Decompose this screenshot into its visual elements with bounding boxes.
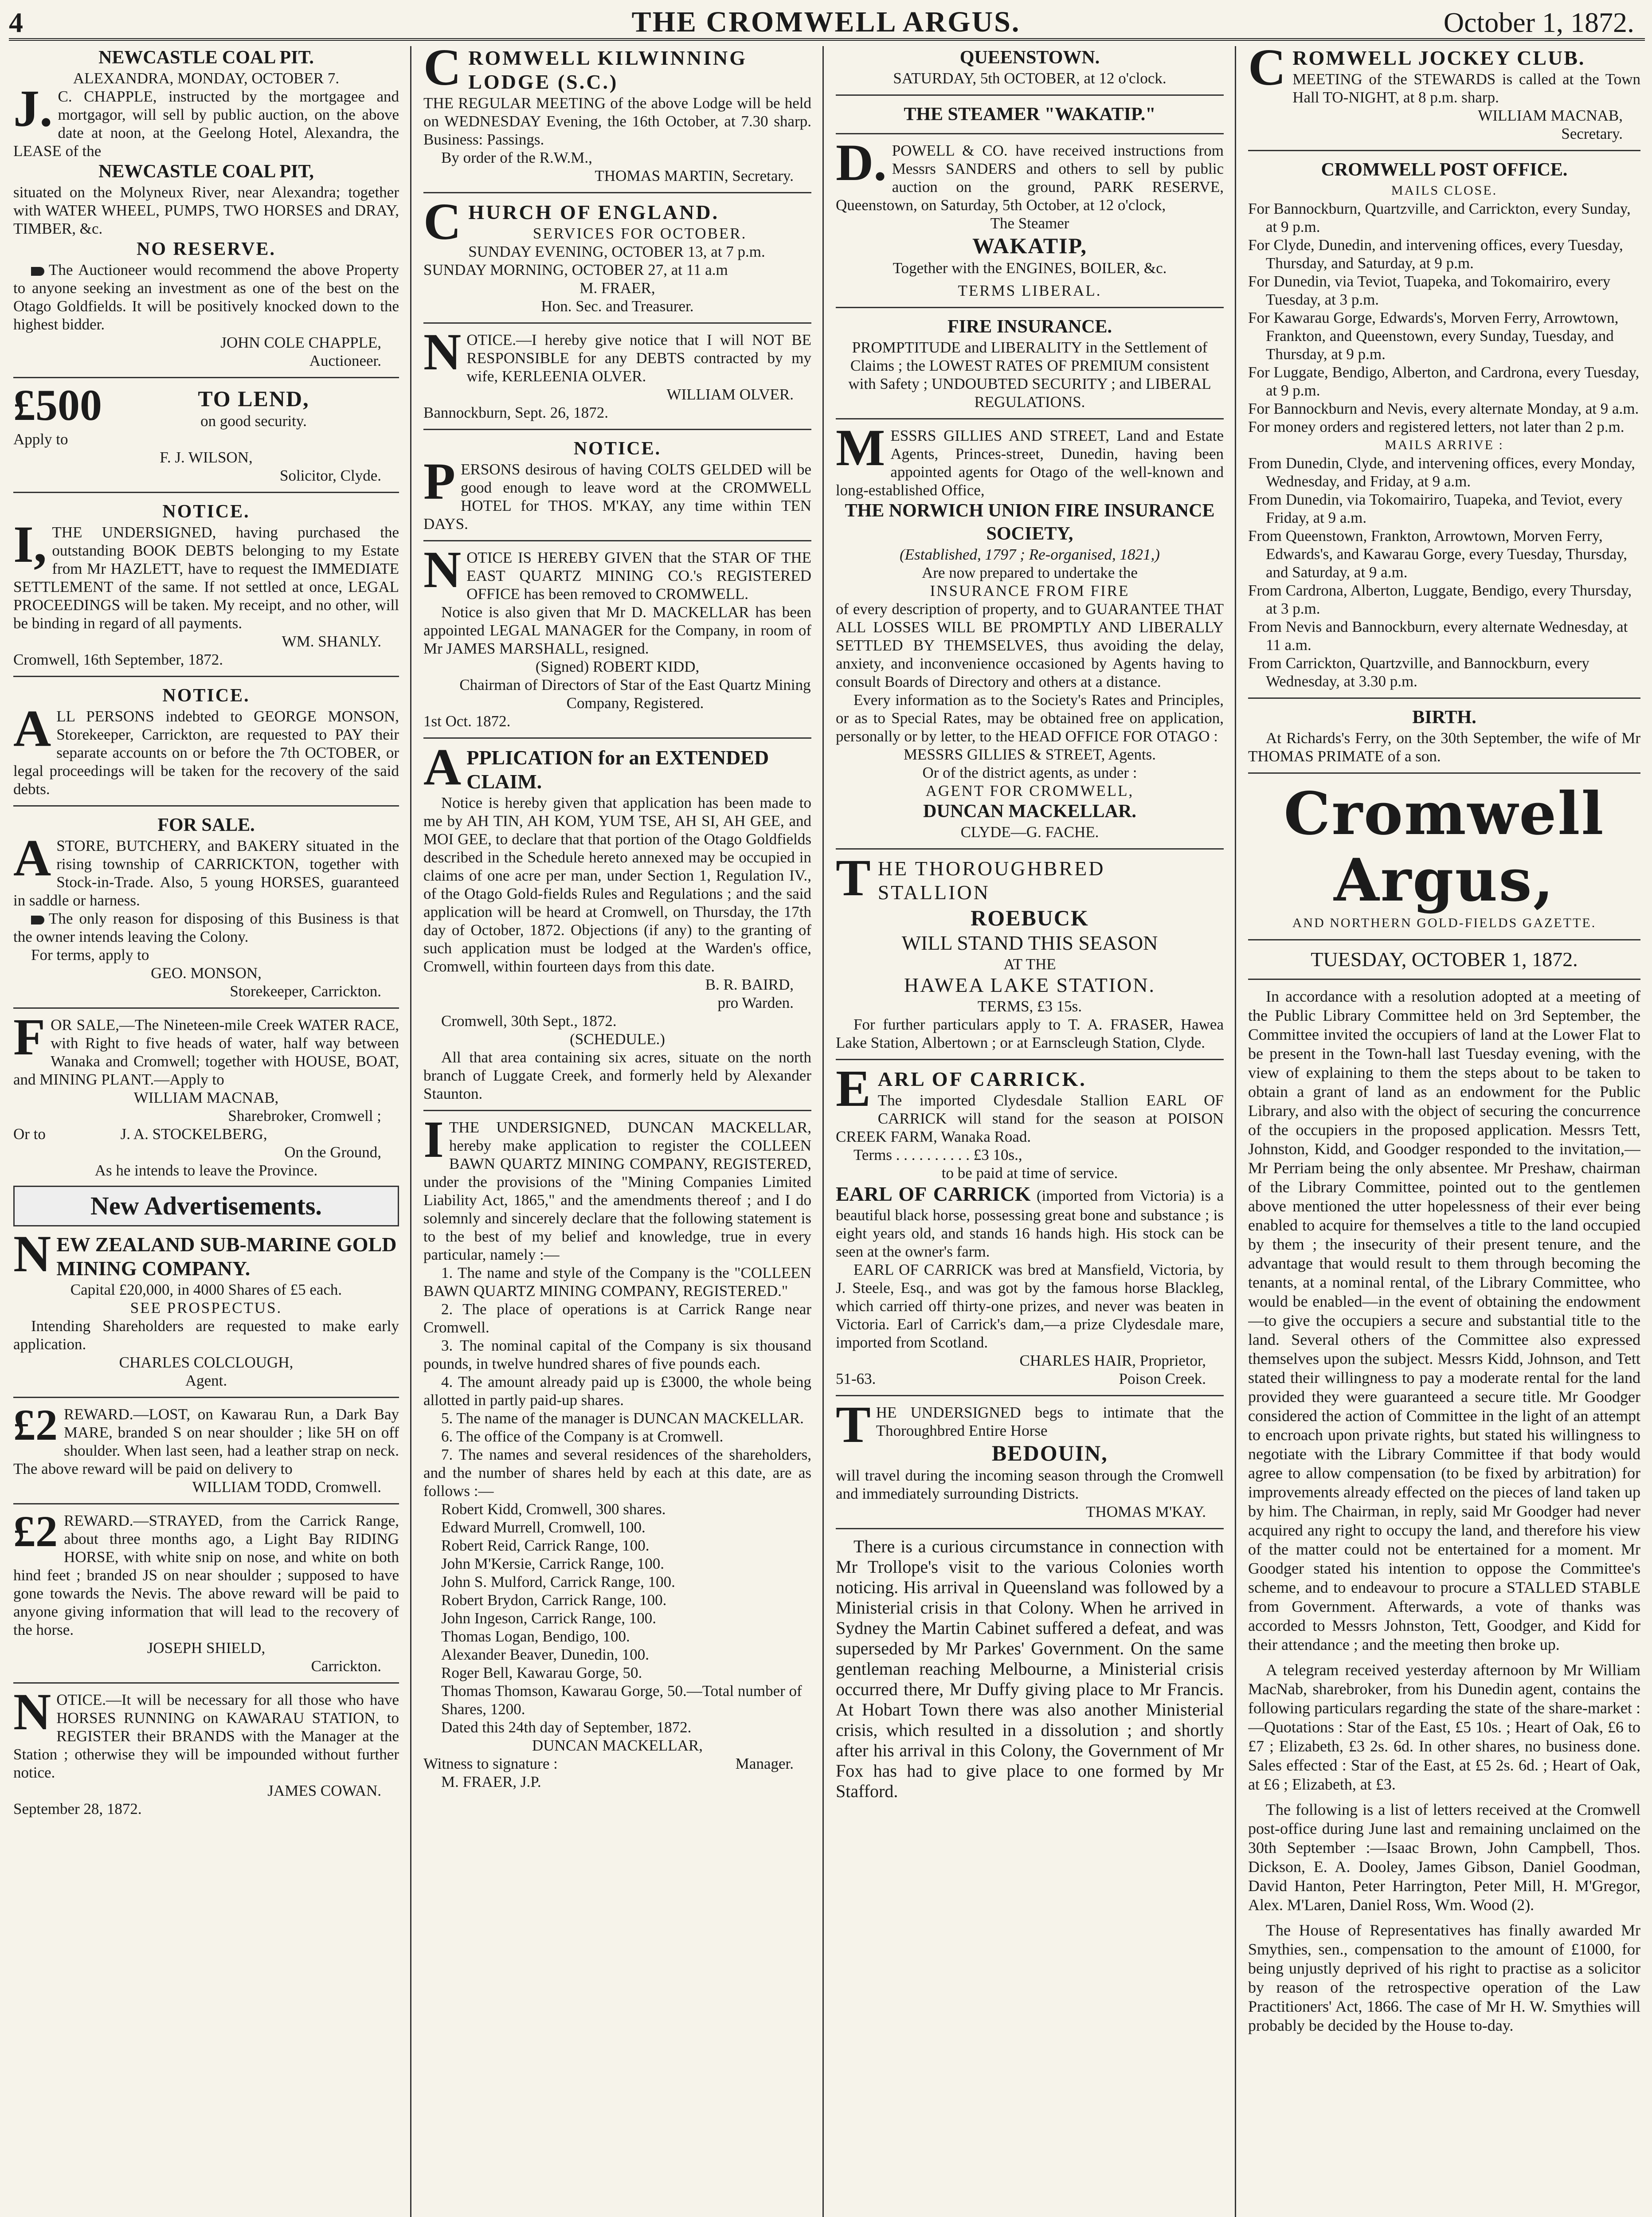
divider — [836, 1395, 1224, 1396]
list-item: From Carrickton, Quartzville, and Bannockburn, every Wednesday, at 3.30 p.m. — [1248, 654, 1589, 690]
ad-signature: WILLIAM TODD, Cromwell. — [192, 1478, 381, 1496]
editorial-paragraph: A telegram received yesterday afternoon by Mr William MacNab, sharebroker, from his Dunedin agent, contains the following particulars regarding the state of the share-market :—Quotations : Star of the East, £5 10s. ; Heart of Oak, £6 to £7 ; Elizabeth, £3 2s. 6d. In other shares, no business done. Sales effected : Star of the East, at £5 2s. 6d. ; Heart of Oak, at £6 ; Elizabeth, at £3. — [1248, 1661, 1640, 1793]
ad-signature: Storekeeper, Carrickton. — [230, 983, 381, 1000]
divider — [836, 307, 1224, 308]
ad-signature: J. A. STOCKELBERG, — [120, 1125, 267, 1143]
ad-subheading: MAILS ARRIVE : — [1385, 438, 1504, 452]
ad-heading: CROMWELL JOCKEY CLUB. — [1248, 46, 1585, 96]
ad-body: REWARD.—LOST, on Kawarau Run, a Dark Bay MARE, branded S on near shoulder ; like 5H on off shoulder. When last seen, had a leather strap on neck. The above reward will be paid on delivery to — [13, 1406, 399, 1477]
divider — [13, 377, 399, 378]
ad-signature: pro Warden. — [717, 994, 794, 1011]
ad-body: ALL PERSONS indebted to GEORGE MONSON, Storekeeper, Carrickton, are requested to PAY their separate accounts on or before the 7th OCTOBER, or legal proceedings will be taken for the recovery of the said debts. — [13, 699, 399, 798]
ad-body: Together with the ENGINES, BOILER, &c. — [893, 259, 1167, 277]
ad-body: AT THE — [1003, 956, 1056, 973]
roebuck-stallion-ad — [836, 849, 1224, 1052]
ad-signature: Hon. Sec. and Treasurer. — [541, 298, 694, 315]
ad-body: ITHE UNDERSIGNED, DUNCAN MACKELLAR, hereby make application to register the COLLEEN BAWN QUARTZ MINING COMPANY, REGISTERED, under the provisions of the "Mining Companies Limited Liability Act, 1865," and the amendments thereof ; and I do solemnly and sincerely declare that the following statement is to the best of my belief and knowledge, true in every particular, namely :— — [423, 1110, 811, 1263]
ad-body: Notice is hereby given that application has been made to me by AH TIN, AH KOM, YUM TSE, AH SI, AH GEE, and MOI GEE, to declare that that portion of the Otago Goldfields described in the Schedule hereto annexed may be occupied in claims of one acre per man, under Section 1, Regulation IV., of the Otago Gold-fields Rules and Regulations ; and the said application will be heard at Cromwell, on Thursday, the 17th day of October, 1872. Objections (if any) to the granting of such application must be lodged at the Warden's office, Cromwell, within fourteen days from this date. — [423, 794, 811, 975]
ad-body: SUNDAY EVENING, OCTOBER 13, at 7 p.m. — [468, 243, 765, 260]
ad-subheading: INSURANCE FROM FIRE — [930, 582, 1130, 599]
ad-date: SATURDAY, 5th OCTOBER, at 12 o'clock. — [893, 70, 1167, 87]
issue-date: TUESDAY, OCTOBER 1, 1872. — [1311, 948, 1578, 971]
column-divider — [822, 46, 824, 2217]
masthead-subtitle: AND NORTHERN GOLD-FIELDS GAZETTE. — [1292, 916, 1597, 930]
ad-body: Or of the district agents, as under : — [922, 764, 1137, 781]
ad-signature: Sharebroker, Cromwell ; — [228, 1107, 381, 1124]
ad-signature: DUNCAN MACKELLAR. — [923, 801, 1136, 822]
ad-signature: Agent. — [185, 1372, 227, 1389]
header-rule — [9, 38, 1645, 41]
column-1 — [13, 46, 399, 2217]
ad-body: (Established, 1797 ; Re-organised, 1821,) — [900, 546, 1160, 563]
ad-signature: Auctioneer. — [309, 352, 381, 369]
lend-ad — [13, 380, 399, 485]
editorial-paragraph: In accordance with a resolution adopted at a meeting of the Public Library Committee held on 3rd September, the Committee invited the occupiers of land at the Lower Flat to be present in the Town-hall last Tuesday evening, with the view of explaining to them the steps about to be taken to obtain a grant of land as an endowment for the Public Library, and also with the object of securing the concurrence of the occupiers in the proposed application. Messrs Tett, Johnston, Kidd, and Goodger responded to the invitation,—Mr Perriam being the only absentee. Mr Preshaw, chairman of the Library Committee, pointed out to the gentlemen above mentioned the utter hopelessness of their ever being enabled to acquire for themselves a title to the land occupied by them ; the insecurity of their present tenure, and the advantage that would result to them through becoming the tenants, at a nominal rental, of the Library Committee, who would be enabled—in the event of obtaining the endowment—to give the occupiers a secure and substantial title to the land. Several others of the Committee also expressed themselves upon the subject. Messrs Kidd, Johnson, and Tett stated their willingness to pay a moderate rental for the land provided they were guaranteed a secure title. Mr Goodger considered the action of Committee in the light of an attempt to encroach upon private rights, but stated his willingness to negotiate with the Library Committee if that body would agree to allow compensation (to be fixed by arbitration) for improvements already effected on the pieces of land taken up by him. The Chairman, in reply, said Mr Goodger had never acquired any right to occupy the land, and therefore his view of the matter could not be entertained for a moment. Mr Goodger stated his intention to oppose the Committee's scheme, and to endeavour to procure a STALLED STABLE from Government. Afterwards, a vote of thanks was accorded to Messrs Johnston, Tett, Goodger, and Kidd for their attendance ; and the meeting then broke up. — [1248, 987, 1640, 1653]
ad-body: Terms . . . . . . . . . . £3 10s., — [853, 1146, 1022, 1163]
ad-body: D.POWELL & CO. have received instructions from Messrs SANDERS and others to sell by public auction on the ground, PARK RESERVE, Queenstown, on Saturday, 5th October, at 12 o'clock, — [836, 133, 1224, 214]
ad-amount: £500 — [13, 380, 102, 430]
ad-date: Dated this 24th day of September, 1872. — [441, 1719, 692, 1736]
ad-body: NOTICE IS HEREBY GIVEN that the STAR OF THE EAST QUARTZ MINING CO.'s REGISTERED OFFICE has been removed to CROMWELL. — [423, 541, 811, 603]
ad-signature: WILLIAM MACNAB, — [1478, 107, 1623, 124]
list-item: For Dunedin, via Teviot, Tuapeka, and Tokomairiro, every Tuesday, at 3 p.m. — [1248, 273, 1611, 308]
divider — [13, 1007, 399, 1009]
ad-body: By order of the R.W.M., — [441, 149, 592, 166]
list-item: 4. The amount already paid up is £3000, the whole being allotted in partly paid-up shares. — [423, 1373, 811, 1409]
ad-body: situated on the Molyneux River, near Alexandra; together with WATER WHEEL, PUMPS, TWO HORSES and DRAY, TIMBER, &c. — [13, 184, 399, 237]
ad-body: The imported Clydesdale Stallion EARL OF CARRICK will stand for the season at POISON CREEK FARM, Wanaka Road. — [836, 1092, 1224, 1145]
list-item: From Nevis and Bannockburn, every alternate Wednesday, at 11 a.m. — [1248, 618, 1628, 654]
divider — [1248, 697, 1640, 699]
ad-body: As he intends to leave the Province. — [94, 1162, 318, 1179]
ad-heading: NOTICE. — [162, 685, 250, 706]
ad-date: Cromwell, 16th September, 1872. — [13, 651, 223, 668]
list-item: 7. The names and several residences of the shareholders, and the number of shares held by each at this date, are as follows :— — [423, 1446, 811, 1500]
divider — [423, 1110, 811, 1111]
ad-body: will travel during the incoming season through the Cromwell and immediately surrounding Districts. — [836, 1467, 1224, 1502]
divider — [13, 492, 399, 493]
ad-body: For further particulars apply to T. A. FRASER, Hawea Lake Station, Albertown ; or at Earnscleugh Station, Clyde. — [836, 1016, 1224, 1051]
divider — [836, 418, 1224, 419]
editorial-paragraph: The following is a list of letters received at the Cromwell post-office during June last and remaining unclaimed on the 30th September :—Isaac Brown, John Campbell, Thos. Dickson, E. A. Dooley, James Gibson, Daniel Goodman, David Hanton, Peter Harrington, Peter Mill, H. M'Gregor, Alex. M'Laren, Daniel Ross, Wm. Wood (2). — [1248, 1801, 1640, 1914]
wakatip-auction-ad — [836, 46, 1224, 300]
ad-signature: Chairman of Directors of Star of the East Quartz Mining Company, Registered. — [459, 676, 811, 712]
ad-heading: EARL OF CARRICK. — [836, 1059, 1087, 1117]
editorial-paragraph: The House of Representatives has finally awarded Mr Smythies, sen., compensation to the amount of £1000, for being unjustly deprived of his right to practise as a solicitor by reason of the retrospective operation of the Law Practitioners' Act, 1866. The case of Mr H. W. Smythies will probably be decided by the House to-day. — [1248, 1921, 1640, 2034]
ad-heading: NOTICE. — [162, 501, 250, 522]
ad-body: For terms, apply to — [31, 946, 149, 964]
list-item: Alexander Beaver, Dunedin, 100. — [441, 1646, 649, 1663]
ad-subheading: MAILS CLOSE. — [1391, 183, 1498, 198]
divider — [1248, 979, 1640, 980]
column-2 — [423, 46, 811, 2217]
ad-signature: F. J. WILSON, — [160, 449, 253, 466]
lodge-ad — [423, 46, 811, 185]
ad-body: WILL STAND THIS SEASON — [901, 932, 1158, 954]
ad-body: THE REGULAR MEETING of the above Lodge will be held on WEDNESDAY Evening, the 16th October, at 7.30 sharp. Business: Passings. — [423, 94, 811, 148]
list-item: For Bannockburn and Nevis, every alternate Monday, at 9 a.m. — [1248, 400, 1639, 417]
ad-heading: CROMWELL KILWINNING LODGE (S.C.) — [423, 46, 748, 96]
ad-signature: JOSEPH SHIELD, — [147, 1639, 266, 1657]
ad-body: At Richards's Ferry, on the 30th September, the wife of Mr THOMAS PRIMATE of a son. — [1248, 729, 1640, 765]
ad-body: The Auctioneer would recommend the above Property to anyone seeking an investment as one of the best on the Otago Goldfields. It will be positively knocked down to the highest bidder. — [13, 261, 399, 333]
ad-subheading: EARL OF CARRICK — [836, 1183, 1031, 1205]
divider — [13, 1682, 399, 1684]
ad-body: NOTICE.—It will be necessary for all those who have HORSES RUNNING on KAWARAU STATION, to REGISTER their BRANDS with the Manager at the Station ; otherwise they will be impounded without further notice. — [13, 1683, 399, 1781]
divider — [836, 848, 1224, 850]
extended-claim-ad — [423, 738, 811, 1103]
list-item: Robert Kidd, Cromwell, 300 shares. — [441, 1500, 666, 1518]
divider — [423, 322, 811, 324]
ad-signature: Solicitor, Clyde. — [279, 467, 381, 484]
ad-signature: MESSRS GILLIES & STREET, Agents. — [903, 746, 1156, 763]
list-item: From Cardrona, Alberton, Luggate, Bendigo, every Thursday, at 3 p.m. — [1248, 582, 1632, 617]
olver-notice — [423, 323, 811, 422]
ad-heading: CROMWELL POST OFFICE. — [1321, 160, 1568, 180]
pointing-hand-icon — [31, 916, 44, 924]
earl-of-carrick-ad — [836, 1059, 1224, 1388]
ad-body: (imported from Victoria) is a beautiful black horse, possessing great bone and substance ; is eight years old, and stands 16 hands high. His stock can be seen at the owner's farm. — [836, 1187, 1224, 1260]
column-3 — [836, 46, 1224, 2217]
ad-subheading: THE NORWICH UNION FIRE INSURANCE SOCIETY, — [845, 501, 1215, 544]
ad-heading: NOTICE. — [573, 439, 662, 459]
coal-pit-ad — [13, 46, 399, 370]
ad-body: MESSRS GILLIES AND STREET, Land and Estate Agents, Princes-street, Dunedin, having been appointed agents for Otago of the well-known and long-established Office, — [836, 419, 1224, 499]
ad-heading: QUEENSTOWN. — [959, 47, 1100, 68]
divider — [423, 540, 811, 541]
ad-body: TERMS, £3 15s. — [977, 998, 1082, 1015]
list-item: John S. Mulford, Carrick Range, 100. — [441, 1573, 675, 1590]
list-item: 6. The office of the Company is at Cromwell. — [441, 1428, 724, 1445]
ad-signature: (Signed) ROBERT KIDD, — [535, 658, 700, 675]
list-item: 3. The nominal capital of the Company is six thousand pounds, in twelve hundred shares of five pounds each. — [423, 1337, 811, 1372]
ad-signature: On the Ground, — [284, 1144, 381, 1161]
ad-heading: NEW ZEALAND SUB-MARINE GOLD MINING COMPANY. — [13, 1225, 397, 1283]
ad-signature: CHARLES HAIR, Proprietor, — [1019, 1352, 1206, 1369]
ad-body: FOR SALE,—The Nineteen-mile Creek WATER RACE, with Right to five heads of water, half way between Wanaka and Cromwell; together with HOUSE, BOAT, and MINING PLANT.—Apply to — [13, 1008, 399, 1088]
store-sale-ad — [13, 814, 399, 1000]
list-item: 2. The place of operations is at Carrick Range near Cromwell. — [423, 1300, 811, 1336]
ad-body: THE UNDERSIGNED begs to intimate that the Thoroughbred Entire Horse — [836, 1395, 1224, 1453]
jockey-club-ad — [1248, 46, 1640, 143]
list-item: Roger Bell, Kawarau Gorge, 50. — [441, 1664, 642, 1681]
ad-amount: £2 — [13, 1507, 58, 1556]
ad-heading: FIRE INSURANCE. — [947, 317, 1112, 337]
ad-signature: Manager. — [735, 1755, 794, 1772]
ad-subheading: (SCHEDULE.) — [570, 1030, 665, 1048]
ad-body: Capital £20,000, in 4000 Shares of £5 each. — [70, 1281, 342, 1298]
list-item: Thomas Logan, Bendigo, 100. — [441, 1628, 630, 1645]
masthead: Cromwell Argus, — [1284, 779, 1605, 915]
list-item: From Dunedin, via Tokomairiro, Tuapeka, and Teviot, every Friday, at 9 a.m. — [1248, 491, 1623, 526]
column-divider — [1235, 46, 1236, 2217]
list-item: For Bannockburn, Quartzville, and Carrickton, every Sunday, at 9 p.m. — [1248, 200, 1631, 235]
ad-body: PERSONS desirous of having COLTS GELDED will be good enough to leave word at the CROMWELL HOTEL for THOS. M'KAY, any time within TEN DAYS. — [423, 452, 811, 533]
monson-notice — [13, 684, 399, 798]
ad-signature: CHARLES COLCLOUGH, — [119, 1354, 294, 1371]
list-item: 1. The name and style of the Company is the "COLLEEN BAWN QUARTZ MINING COMPANY, REGISTERED." — [423, 1264, 811, 1300]
ad-signature: WM. SHANLY. — [282, 633, 381, 650]
divider — [13, 1503, 399, 1504]
divider — [836, 94, 1224, 96]
ad-body: ASTORE, BUTCHERY, and BAKERY situated in the rising township of CARRICKTON, together with Stock-in-Trade. Also, 5 young HORSES, guaranteed in saddle or harness. — [13, 829, 399, 909]
ad-body: AGENT FOR CROMWELL, — [925, 782, 1134, 799]
ad-body: to be paid at time of service. — [941, 1164, 1118, 1182]
ad-heading: NEWCASTLE COAL PIT. — [98, 47, 314, 68]
ad-body: CLYDE—G. FACHE. — [960, 823, 1099, 841]
ad-subheading: THE STEAMER "WAKATIP." — [904, 104, 1156, 125]
ad-body: NOTICE.—I hereby give notice that I will NOT BE RESPONSIBLE for any DEBTS contracted by my wife, KERLEENIA OLVER. — [423, 323, 811, 385]
ad-subheading: BEDOUIN, — [991, 1441, 1108, 1465]
trollope-article: There is a curious circumstance in connection with Mr Trollope's visit to the various Colonies worth noticing. His arrival in Queensland was followed by a Ministerial crisis in that Colony. When he arrived in Sydney the Martin Cabinet suffered a defeat, and was superseded by Mr Parkes' Government. On the same gentleman reaching Melbourne, a Ministerial crisis occurred there, Mr Duffy giving place to Mr Francis. At Hobart Town there was also another Ministerial crisis, which resulted in a dissolution ; and shortly after his arrival in this Colony, the Government of Mr Fox has had to give place to one formed by Mr Stafford. — [836, 1536, 1224, 1801]
ad-body: All that area containing six acres, situate on the north branch of Luggate Creek, and formerly held by Alexander Staunton. — [423, 1049, 811, 1102]
ad-signature: JOHN COLE CHAPPLE, — [220, 334, 381, 351]
divider — [423, 429, 811, 430]
divider — [423, 737, 811, 739]
ad-body: Are now prepared to undertake the — [922, 564, 1138, 581]
submarine-company-ad — [13, 1225, 399, 1390]
colleen-bawn-ad — [423, 1110, 811, 1791]
list-item: From Queenstown, Frankton, Arrowtown, Morven Ferry, Edwards's, and Kawarau Gorge, every Tuesday, Thursday, and Saturday, at 9 a.m. — [1248, 527, 1628, 581]
ad-amount: £2 — [13, 1400, 58, 1449]
list-item: 5. The name of the manager is DUNCAN MACKELLAR. — [441, 1410, 804, 1427]
ad-body: MEETING of the STEWARDS is called at the Town Hall TO-NIGHT, at 8 p.m. sharp. — [1292, 71, 1640, 106]
ad-body: REWARD.—STRAYED, from the Carrick Range, about three months ago, a Light Bay RIDING HORSE, with white snip on nose, and white on both hind feet ; branded JS on near shoulder ; supposed to have gone towards the Nevis. The above reward will be paid to anyone giving information that will lead to the recovery of the horse. — [13, 1512, 399, 1638]
divider — [423, 192, 811, 193]
ad-body: The Steamer — [990, 215, 1069, 232]
ad-signature: DUNCAN MACKELLAR, — [532, 1737, 703, 1754]
ad-body: I,THE UNDERSIGNED, having purchased the outstanding BOOK DEBTS belonging to my Estate from Mr HAZLETT, have to request the IMMEDIATE SETTLEMENT of the same. If not settled at once, LEGAL PROCEEDINGS will be taken. My receipt, and no other, will be binding in regard of all payments. — [13, 515, 399, 632]
ad-body: The only reason for disposing of this Business is that the owner intends leaving the Colony. — [13, 910, 399, 945]
section-banner: New Advertisements. — [13, 1186, 399, 1226]
column-divider — [410, 46, 411, 2217]
star-east-notice — [423, 541, 811, 730]
divider — [836, 1528, 1224, 1529]
ad-signature: WILLIAM MACNAB, — [133, 1089, 279, 1106]
ad-date: Bannockburn, Sept. 26, 1872. — [423, 404, 609, 421]
divider — [1248, 772, 1640, 774]
bedouin-ad — [836, 1395, 1224, 1521]
list-item: For Clyde, Dunedin, and intervening offices, every Tuesday, Thursday, and Saturday, at 9 p.m. — [1248, 236, 1623, 272]
ad-body: Or to — [13, 1125, 46, 1143]
pointing-hand-icon — [31, 267, 44, 276]
ad-body: of every description of property, and to GUARANTEE THAT ALL LOSSES WILL BE PROMPTLY AND LIBERALLY SETTLED BY THEMSELVES, thus avoiding the delay, anxiety, and inconvenience occasioned by Agents having to consult Boards of Directory and others at a distance. — [836, 600, 1224, 690]
ad-body: SUNDAY MORNING, OCTOBER 27, at 11 a.m — [423, 261, 728, 278]
list-item: Robert Brydon, Carrick Range, 100. — [441, 1591, 667, 1609]
divider — [1248, 939, 1640, 940]
kawarau-notice — [13, 1683, 399, 1818]
list-item: Thomas Thomson, Kawarau Gorge, 50.—Total number of Shares, 1200. — [441, 1682, 802, 1718]
ad-signature: THOMAS MARTIN, Secretary. — [595, 167, 794, 184]
divider — [836, 133, 1224, 134]
ad-date: ALEXANDRA, MONDAY, OCTOBER 7. — [73, 70, 340, 87]
ad-heading: FOR SALE. — [157, 815, 255, 835]
water-race-ad — [13, 1008, 399, 1179]
ad-body: J.C. CHAPPLE, instructed by the mortgagee and mortgagor, will sell by public auction, on the above date at noon, at the Geelong Hotel, Alexandra, the LEASE of the — [13, 79, 399, 160]
ad-date: Cromwell, 30th Sept., 1872. — [441, 1012, 617, 1030]
church-ad — [423, 192, 811, 315]
list-item: For Kawarau Gorge, Edwards's, Morven Ferry, Arrowtown, Frankton, and Queenstown, every Sunday, Tuesday, and Thursday, at 9 p.m. — [1248, 309, 1619, 363]
ad-date: September 28, 1872. — [13, 1800, 142, 1817]
ad-signature: THOMAS M'KAY. — [1086, 1503, 1206, 1520]
ad-body: Apply to — [13, 431, 68, 448]
list-item: Robert Reid, Carrick Range, 100. — [441, 1537, 650, 1554]
ad-body: Intending Shareholders are requested to make early application. — [13, 1317, 399, 1353]
ad-signature: JAMES COWAN. — [267, 1782, 381, 1799]
ad-subheading: SERVICES FOR OCTOBER. — [532, 225, 747, 242]
column-4 — [1248, 46, 1640, 2217]
list-item: John Ingeson, Carrick Range, 100. — [441, 1610, 657, 1627]
reward-strayed-ad — [13, 1507, 399, 1675]
list-item: Edward Murrell, Cromwell, 100. — [441, 1519, 646, 1536]
ad-heading: THE THOROUGHBRED STALLION — [836, 849, 1105, 907]
ad-heading: CHURCH OF ENGLAND. — [423, 192, 720, 251]
ad-subheading: NO RESERVE. — [137, 239, 276, 259]
ad-subheading: HAWEA LAKE STATION. — [904, 974, 1156, 996]
list-item: From Dunedin, Clyde, and intervening offices, every Monday, Wednesday, and Friday, at 9 a.m. — [1248, 454, 1635, 490]
ad-body: Witness to signature : — [423, 1755, 558, 1772]
divider — [13, 1397, 399, 1398]
divider — [13, 805, 399, 807]
ad-body: EARL OF CARRICK was bred at Mansfield, Victoria, by J. Steele, Esq., and was got by the famous horse Blackleg, which carried off thirty-one prizes, and never was beaten in Victoria. Earl of Carrick's dam,—a prize Clydesdale mare, imported from Scotland. — [836, 1261, 1224, 1351]
ad-signature: Poison Creek. — [1119, 1370, 1206, 1387]
book-debts-notice — [13, 500, 399, 669]
list-item: For money orders and registered letters, not later than 2 p.m. — [1248, 418, 1625, 435]
ad-body: 51-63. — [836, 1370, 876, 1387]
ad-body: Every information as to the Society's Rates and Principles, or as to Special Rates, may be obtained free on application, personally or by letter, to the HEAD OFFICE FOR OTAGO : — [836, 691, 1224, 745]
ad-heading: BIRTH. — [1412, 707, 1476, 728]
list-item: For Luggate, Bendigo, Alberton, and Cardrona, every Tuesday, at 9 p.m. — [1248, 364, 1640, 399]
ad-signature: Secretary. — [1561, 125, 1623, 142]
ad-subheading: WAKATIP, — [972, 233, 1088, 258]
ad-body: Notice is also given that Mr D. MACKELLAR has been appointed LEGAL MANAGER for the Company, in room of Mr JAMES MARSHALL, resigned. — [423, 603, 811, 657]
list-item: John M'Kersie, Carrick Range, 100. — [441, 1555, 665, 1572]
issue-date-header: October 1, 1872. — [1443, 7, 1634, 38]
newspaper-title: THE CROMWELL ARGUS. — [631, 6, 1021, 38]
ad-subheading: NEWCASTLE COAL PIT, — [98, 161, 314, 182]
ad-signature: B. R. BAIRD, — [705, 976, 794, 993]
fire-insurance-ad — [836, 315, 1224, 841]
ad-body: TERMS LIBERAL. — [958, 282, 1102, 299]
ad-body: SEE PROSPECTUS. — [130, 1299, 282, 1316]
ad-heading: APPLICATION for an EXTENDED CLAIM. — [423, 738, 769, 796]
ad-signature: Carrickton. — [311, 1657, 381, 1675]
ad-body: on good security. — [200, 412, 307, 430]
divider — [836, 1059, 1224, 1060]
post-office-notice — [1248, 158, 1640, 690]
ad-signature: WILLIAM OLVER. — [666, 386, 794, 403]
birth-notice — [1248, 706, 1640, 765]
divider — [1248, 150, 1640, 151]
divider — [13, 676, 399, 677]
ad-body: PROMPTITUDE and LIBERALITY in the Settlement of Claims ; the LOWEST RATES OF PREMIUM consistent with Safety ; UNDOUBTED SECURITY ; and LIBERAL REGULATIONS. — [848, 339, 1211, 411]
ad-subheading: ROEBUCK — [971, 905, 1089, 930]
page-header — [0, 0, 1652, 38]
ad-signature: GEO. MONSON, — [151, 964, 262, 982]
reward-lost-ad — [13, 1400, 399, 1496]
ad-signature: M. FRAER, — [579, 279, 655, 297]
colts-notice — [423, 437, 811, 533]
ad-heading: TO LEND, — [198, 386, 309, 411]
ad-date: 1st Oct. 1872. — [423, 713, 511, 730]
page-number: 4 — [9, 7, 23, 38]
ad-signature: M. FRAER, J.P. — [441, 1773, 541, 1790]
